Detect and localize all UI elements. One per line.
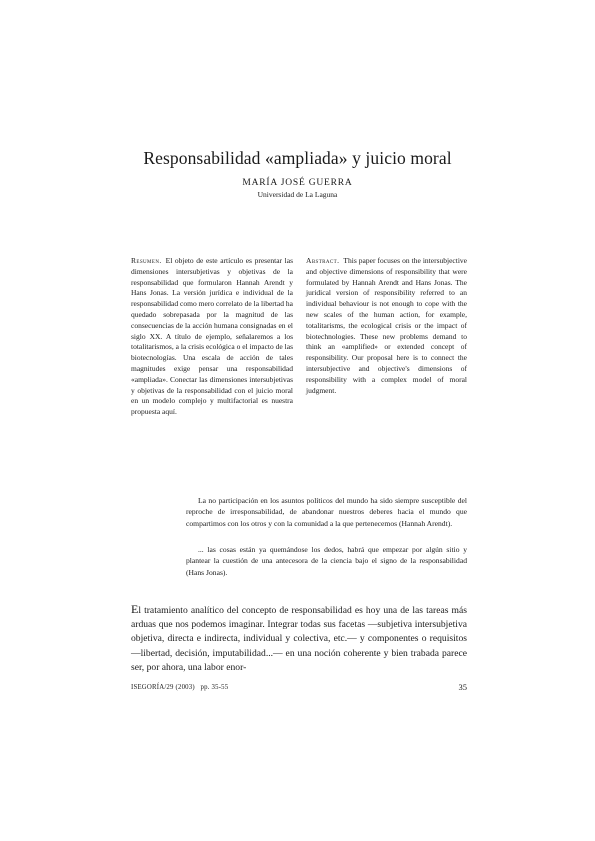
abstract-english-label: Abstract. <box>306 256 340 265</box>
initial-letter: E <box>131 602 139 616</box>
page-number: 35 <box>458 682 467 692</box>
abstract-english-text: This paper focuses on the intersubjective and objective dimensions of responsibility that were formulated by Hannah Arendt and Hans Jonas. The juridical version of responsibility referred to an individual behaviour is not enough to cope with the new scales of the human action, for example, totalitarisms, the ecological crisis or the impact of biotechnologies. These new problems demand to think an «amplified» or extended concept of responsibility. Our proposal here is to connect the intersubjective and objective's dimensions of responsibility with a complex model of moral judgment. <box>306 256 467 395</box>
journal-citation <box>131 684 228 691</box>
abstract-english <box>306 256 467 396</box>
body-paragraph <box>131 602 467 675</box>
epigraph-arendt: La no participación en los asuntos políticos del mundo ha sido siempre susceptible del reproche de irresponsabilidad, de abandonar nuestros deberes hacia el mundo que compartimos con los otros y con la comunidad a la que pertenecemos (Hannah Arendt). <box>186 496 467 528</box>
author-name: MARÍA JOSÉ GUERRA <box>242 178 353 188</box>
paper-title: Responsabilidad «ampliada» y juicio moral <box>143 148 452 168</box>
abstract-spanish <box>131 256 293 418</box>
epigraph-jonas: ... las cosas están ya quemándose los dedos, habrá que empezar por algún sitio y plantear la cuestión de una antecesora de la ciencia bajo el signo de la responsabilidad (Hans Jonas). <box>186 545 467 577</box>
author-affiliation: Universidad de La Laguna <box>257 190 338 199</box>
abstract-spanish-label: Resumen. <box>131 256 162 265</box>
page-range: pp. 35-55 <box>200 684 229 691</box>
journal-name: ISEGORÍA/29 (2003) <box>131 684 195 691</box>
body-paragraph-text: l tratamiento analítico del concepto de responsabilidad es hoy una de las tareas más arduas que nos podemos imaginar. Integrar todas sus facetas —subjetiva intersubjetiva objetiva, directa e indirecta, individual y colectiva, etc.— y componentes o requisitos —libertad, decisión, imputabilidad...— en una noción coherente y bien trabada parece ser, por ahora, una labor enor- <box>131 605 467 673</box>
abstract-spanish-text: El objeto de este artículo es presentar las dimensiones intersubjetivas y objetivas de la responsabilidad que formularon Hannah Arendt y Hans Jonas. La versión jurídica e individual de la responsabilidad como mero correlato de la libertad ha quedado sobrepasada por la magnitud de las consecuencias de la acción humana consignadas en el siglo XX. A título de ejemplo, señalaremos a los totalitarismos, a la crisis ecológica o el impacto de las biotecnologías. Una escala de acción de tales magnitudes exige pensar una responsabilidad «ampliada». Conectar las dimensiones intersubjetivas y objetivas de la responsabilidad con el juicio moral en un modelo complejo y multifactorial es nuestra propuesta aquí. <box>131 256 293 417</box>
